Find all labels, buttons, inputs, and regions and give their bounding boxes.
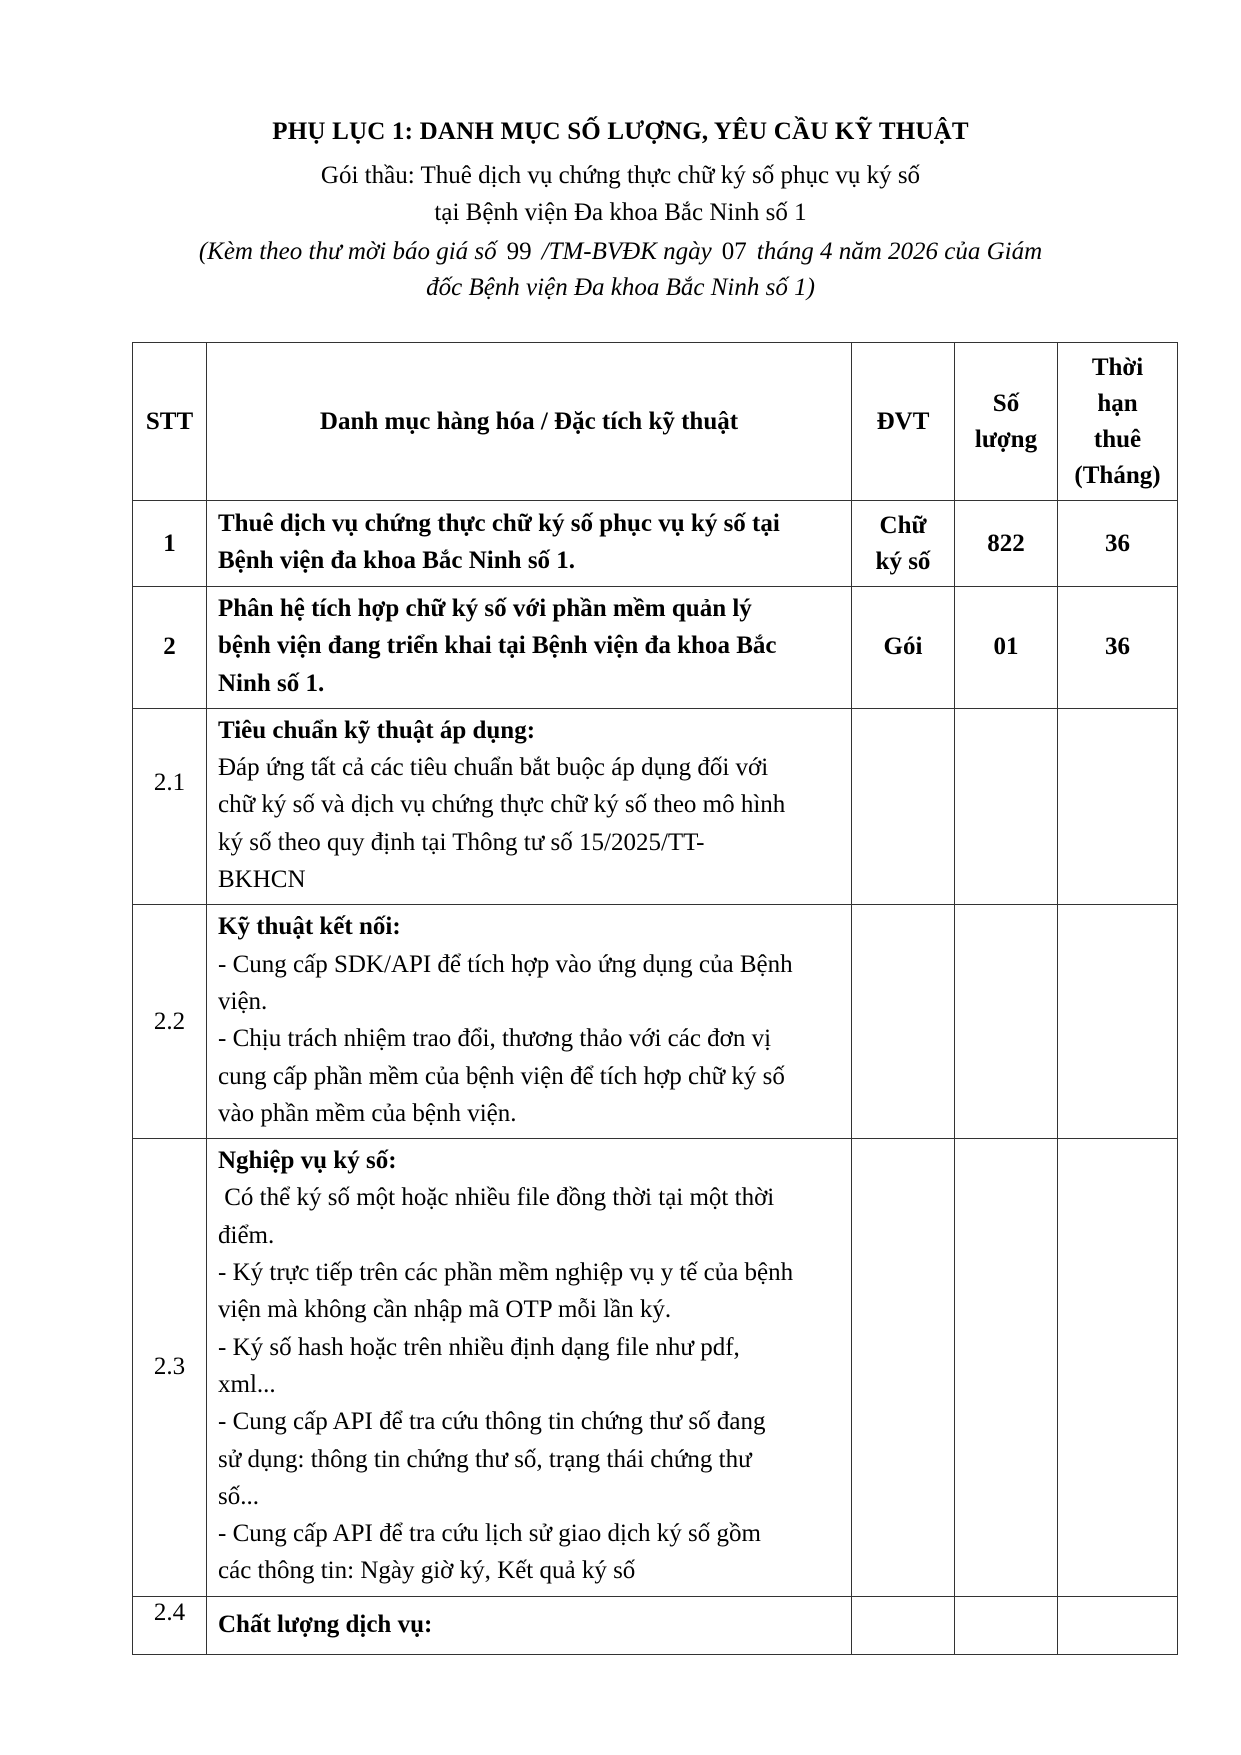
row-description: Kỹ thuật kết nối: - Cung cấp SDK/API để tích hợp vào ứng dụng của Bệnh viện. - Chịu trách nhiệm trao đổi, thương thảo với các đơn vị cung cấp phần mềm của bệnh viện để tích hợp chữ ký số vào phần mềm của bệnh viện.	[207, 905, 852, 1139]
row-stt: 2	[133, 587, 207, 709]
table-row	[133, 501, 1178, 587]
row-unit: Chữ ký số	[852, 501, 955, 587]
row-term	[1058, 1139, 1178, 1597]
row-stt: 2.2	[133, 905, 207, 1139]
attachment-note-line2: đốc Bệnh viện Đa khoa Bắc Ninh số 1)	[426, 274, 815, 301]
header-stt: STT	[133, 343, 207, 501]
row-quantity: 822	[955, 501, 1058, 587]
row-description: Thuê dịch vụ chứng thực chữ ký số phục vụ ký số tại Bệnh viện đa khoa Bắc Ninh số 1.	[207, 501, 852, 587]
table-row	[133, 708, 1178, 904]
row-description: Tiêu chuẩn kỹ thuật áp dụng: Đáp ứng tất cả các tiêu chuẩn bắt buộc áp dụng đối với chữ ký số và dịch vụ chứng thực chữ ký số theo mô hình ký số theo quy định tại Thông tư số 15/2025/TT- BKHCN	[207, 708, 852, 904]
row-quantity	[955, 708, 1058, 904]
attachment-note-line1: (Kèm theo thư mời báo giá số 99 /TM-BVĐK ngày 07 tháng 4 năm 2026 của Giám	[198, 238, 1043, 265]
appendix-title: PHỤ LỤC 1: DANH MỤC SỐ LƯỢNG, YÊU CẦU KỸ THUẬT	[272, 118, 969, 145]
row-term	[1058, 1596, 1178, 1654]
row-stt: 1	[133, 501, 207, 587]
header-description: Danh mục hàng hóa / Đặc tích kỹ thuật	[207, 343, 852, 501]
table-row	[133, 587, 1178, 709]
row-unit	[852, 1596, 955, 1654]
row-term	[1058, 905, 1178, 1139]
row-term: 36	[1058, 587, 1178, 709]
row-term: 36	[1058, 501, 1178, 587]
row-term	[1058, 708, 1178, 904]
header-term: Thời hạn thuê (Tháng)	[1058, 343, 1178, 501]
table-row	[133, 1596, 1178, 1654]
specification-table	[132, 342, 1178, 1655]
row-description: Chất lượng dịch vụ:	[207, 1596, 852, 1654]
row-quantity: 01	[955, 587, 1058, 709]
row-quantity	[955, 1596, 1058, 1654]
package-name-line1: Gói thầu: Thuê dịch vụ chứng thực chữ ký số phục vụ ký số	[320, 162, 921, 189]
table-row	[133, 1139, 1178, 1597]
row-quantity	[955, 905, 1058, 1139]
row-stt: 2.4	[133, 1596, 207, 1654]
row-unit: Gói	[852, 587, 955, 709]
row-stt: 2.3	[133, 1139, 207, 1597]
header-quantity: Số lượng	[955, 343, 1058, 501]
table-header-row	[133, 343, 1178, 501]
letter-number: 99	[506, 238, 532, 265]
row-unit	[852, 1139, 955, 1597]
row-description: Phân hệ tích hợp chữ ký số với phần mềm quản lý bệnh viện đang triển khai tại Bệnh viện đa khoa Bắc Ninh số 1.	[207, 587, 852, 709]
header-unit: ĐVT	[852, 343, 955, 501]
row-stt: 2.1	[133, 708, 207, 904]
row-quantity	[955, 1139, 1058, 1597]
letter-day: 07	[721, 238, 747, 265]
table-row	[133, 905, 1178, 1139]
row-description: Nghiệp vụ ký số: Có thể ký số một hoặc nhiều file đồng thời tại một thời điểm. - Ký trực tiếp trên các phần mềm nghiệp vụ y tế của bệnh viện mà không cần nhập mã OTP mỗi lần ký. - Ký số hash hoặc trên nhiều định dạng file như pdf, xml... - Cung cấp API để tra cứu thông tin chứng thư số đang sử dụng: thông tin chứng thư số, trạng thái chứng thư số... - Cung cấp API để tra cứu lịch sử giao dịch ký số gồm các thông tin: Ngày giờ ký, Kết quả ký số	[207, 1139, 852, 1597]
row-unit	[852, 708, 955, 904]
package-name-line2: tại Bệnh viện Đa khoa Bắc Ninh số 1	[434, 199, 807, 226]
row-unit	[852, 905, 955, 1139]
